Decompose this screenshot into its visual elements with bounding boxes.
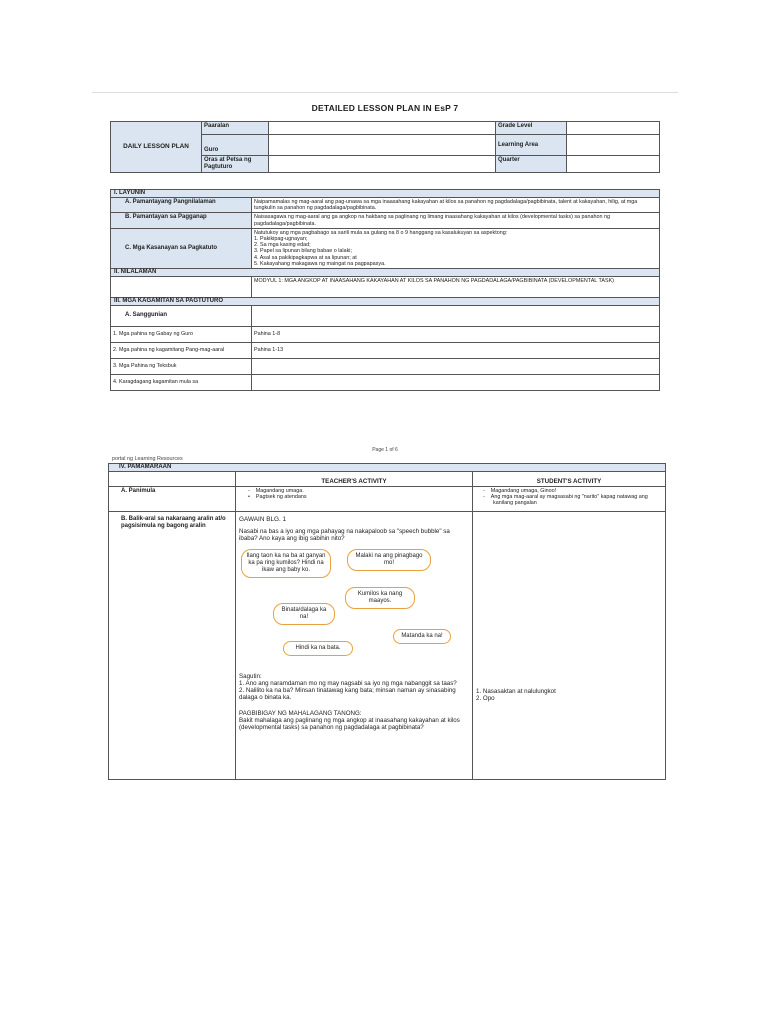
reference-row-value: Pahina 1-13 — [252, 342, 660, 358]
teacher-balik-aral — [236, 511, 473, 779]
sagutin-label: Sagutin: — [239, 672, 262, 680]
reference-row-value: Pahina 1-8 — [252, 326, 660, 342]
kagamitan-heading: III. MGA KAGAMITAN SA PAGTUTURO — [111, 297, 660, 305]
kasanayan-line: 1. Pakikipag-ugnayan; — [254, 235, 308, 242]
speech-bubble: Hindi ka na bata. — [283, 641, 353, 656]
speech-bubble: Ilang taon ka na ba at ganyan ka pa ring kumilos? Hindi na ikaw ang baby ko. — [241, 549, 331, 579]
quarter-label: Quarter — [496, 156, 567, 173]
question-item: 2. Nalilito ka na ba? Minsan tinatawag kang bata; minsan naman ay sinasabing dalaga o binata ka. — [239, 686, 456, 701]
speech-bubble: Kumilos ka nang maayos. — [345, 587, 415, 609]
reference-row-label: 3. Mga Pahina ng Teksbuk — [111, 358, 252, 374]
kasanayan-line: 3. Papel sa lipunan bilang babae o lalaki; — [254, 248, 353, 255]
sanggunian-value — [252, 305, 660, 326]
student-item: - Ang mga mag-aaral ay magsasabi ng "narito" kapag natawag ang kanilang pangalan — [483, 494, 648, 507]
oras-label: Oras at Petsa ng Pagtuturo — [202, 156, 269, 173]
pamantayang-pangnilalaman-label: A. Pamantayang Pangnilalaman — [111, 197, 252, 212]
kasanayan-line: 4. Asal sa pakikipagkapwa at sa lipunan; at — [254, 254, 357, 261]
teacher-item: - Magandang umaga. — [248, 487, 304, 494]
portal-text: portal ng Learning Resources — [112, 456, 183, 462]
oras-value — [269, 156, 496, 173]
paaralan-value — [269, 122, 496, 135]
speech-bubble: Binata/dalaga ka na! — [273, 603, 335, 625]
guro-value — [269, 135, 496, 156]
header-table — [110, 121, 660, 173]
teacher-activity-heading: TEACHER'S ACTIVITY — [236, 471, 473, 486]
pamantayan-pagganap-text: Naisasagawa ng mag-aaral ang ga angkop na hakbang sa paglinang ng limang inaasahang kakayahan at kilos (developmental tasks) sa panahon ng pagdadalaga/pagbibinata. — [252, 213, 660, 228]
daily-lesson-plan-label: DAILY LESSON PLAN — [111, 122, 202, 173]
reference-row-value — [252, 374, 660, 390]
question-item: 1. Ano ang naramdaman mo ng may nagsabi sa iyo ng mga nabanggit sa taas? — [239, 679, 457, 687]
balik-aral-label: B. Balik-aral sa nakaraang aralin at/o pagsisimula ng bagong aralin — [109, 511, 236, 779]
pamantayang-pangnilalaman-text: Naipamamalas ng mag-aaral ang pag-unawa sa mga inaasahang kakayahan at kilos sa panahon ng pagdadalaga/pagbibinata, talent at kakayahan, hilig, at mga tungkulin sa panahon ng pagdadalaga/pagbibinata. — [252, 197, 660, 212]
teacher-panimula — [236, 486, 473, 511]
paaralan-label: Paaralan — [202, 122, 269, 135]
kasanayan-line: 2. Sa mga kasing edad; — [254, 242, 311, 249]
mahalagang-tanong-text: Bakit mahalaga ang paglinang ng mga angkop at inaasahang kakayahan at kilos (developmental tasks) sa panahon ng pagdadalaga at pagbibinata? — [239, 717, 460, 732]
nilalaman-heading: II. NILALAMAN — [111, 268, 660, 276]
objectives-table — [110, 189, 660, 391]
answer-item: 2. Opo — [476, 695, 495, 703]
gawain-instruction: Nasabi na bas a iyo ang mga pahayag na nakapaloob sa "speech bubble" sa ibaba? Ano kaya ang ibig sabihin nito? — [239, 528, 450, 543]
lesson-plan-page-1 — [92, 92, 678, 457]
student-activity-heading: STUDENT'S ACTIVITY — [473, 471, 666, 486]
panimula-label: A. Panimula — [109, 486, 236, 511]
kasanayan-line: Natutukoy ang mga pagbabago sa sarili mula sa gulang na 8 o 9 hanggang sa kasalukuyan sa aspektong: — [254, 229, 508, 236]
reference-row-label: 2. Mga pahina ng kagamitang Pang-mag-aaral — [111, 342, 252, 358]
layunin-heading: I. LAYUNIN — [111, 190, 660, 198]
kasanayan-line: 5. Kakayahang makagawa ng maingat na pagpapasya. — [254, 260, 386, 267]
student-balik-aral — [473, 511, 666, 779]
reference-row-value — [252, 358, 660, 374]
grade-level-label: Grade Level — [496, 122, 567, 135]
student-panimula — [473, 486, 666, 511]
grade-level-value — [567, 122, 660, 135]
learning-area-label: Learning Area — [496, 135, 567, 156]
document-title: DETAILED LESSON PLAN IN EsP 7 — [311, 103, 459, 113]
gawain-heading: GAWAIN BLG. 1 — [239, 515, 287, 523]
speech-bubble: Malaki na ang pinagbago mo! — [347, 549, 431, 571]
speech-bubble: Matanda ka na! — [393, 629, 451, 644]
guro-label: Guro — [202, 135, 269, 156]
student-item: - Magandang umaga, Ginoo! — [483, 487, 557, 494]
learning-area-value — [567, 135, 660, 156]
reference-row-label: 1. Mga pahina ng Gabay ng Guro — [111, 326, 252, 342]
sanggunian-label: A. Sanggunian — [111, 305, 252, 326]
page-number: Page 1 of 6 — [372, 447, 398, 453]
mahalagang-tanong-heading: PAGBIBIGAY NG MAHALAGANG TANONG: — [239, 710, 362, 717]
speech-bubbles — [239, 547, 469, 669]
lesson-plan-page-2 — [108, 456, 666, 786]
empty-header-cell — [109, 471, 236, 486]
student-answers — [476, 688, 556, 702]
pamamaraan-heading: IV. PAMAMARAAN — [109, 464, 666, 472]
kasanayan-list — [252, 228, 660, 268]
procedure-table — [108, 463, 666, 780]
nilalaman-empty — [111, 276, 252, 297]
pamantayan-pagganap-label: B. Pamantayan sa Pagganap — [111, 213, 252, 228]
quarter-value — [567, 156, 660, 173]
answer-item: 1. Nasasaktan at nalulungkot — [476, 687, 556, 695]
teacher-item: • Pagtsek ng atendans — [248, 494, 307, 501]
kasanayan-label: C. Mga Kasanayan sa Pagkatuto — [111, 228, 252, 268]
nilalaman-text: MODYUL 1: MGA ANGKOP AT INAASAHANG KAKAYAHAN AT KILOS SA PANAHON NG PAGDADALAGA/PAGBIBINATA (DEVELOPMENTAL TASK) — [252, 276, 660, 297]
reference-row-label: 4. Karagdagang kagamitan mula sa — [111, 374, 252, 390]
